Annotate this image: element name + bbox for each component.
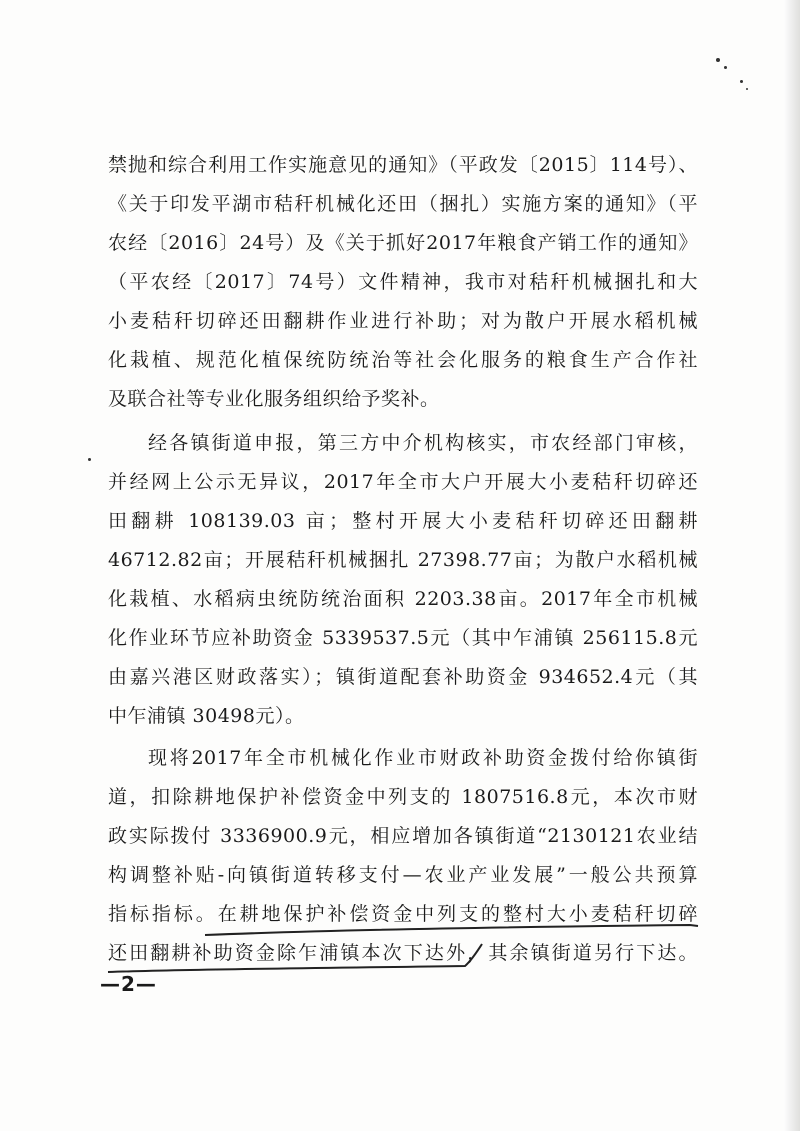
text-line: 化栽植、水稻病虫统防统治面积 2203.38亩。2017年全市机械 — [108, 588, 698, 610]
text-line: 现将2017年全市机械化作业市财政补助资金拨付给你镇街 — [148, 747, 698, 769]
text-line: 构调整补贴-向镇街道转移支付—农业产业发展”一般公共预算 — [108, 864, 698, 886]
page-number: —2— — [100, 972, 157, 996]
scan-speck — [88, 458, 91, 461]
text-line: 及联合社等专业化服务组织给予奖补。 — [108, 388, 440, 410]
text-line: 指标指标。在耕地保护补偿资金中列支的整村大小麦秸秆切碎 — [108, 903, 698, 925]
text-line: 并经网上公示无异议，2017年全市大户开展大小麦秸秆切碎还 — [108, 471, 698, 493]
text-line: 道，扣除耕地保护补偿资金中列支的 1807516.8元，本次市财 — [108, 786, 698, 808]
text-line: 还田翻耕补助资金除乍浦镇本次下达外，其余镇街道另行下达。 — [108, 942, 698, 964]
text-line: 政实际拨付 3336900.9元，相应增加各镇街道“2130121农业结 — [108, 825, 698, 847]
text-line: 中乍浦镇 30498元）。 — [108, 705, 305, 727]
scan-speck — [716, 58, 720, 62]
text-line: 46712.82亩；开展秸秆机械捆扎 27398.77亩；为散户水稻机械 — [108, 549, 698, 571]
text-line: 禁抛和综合利用工作实施意见的通知》（平政发〔2015〕114号）、 — [108, 154, 698, 176]
text-line: 化作业环节应补助资金 5339537.5元（其中乍浦镇 256115.8元 — [108, 627, 698, 649]
scan-speck — [746, 88, 748, 90]
scan-speck — [724, 66, 727, 69]
text-line: 田翻耕 108139.03 亩；整村开展大小麦秸秆切碎还田翻耕 — [108, 510, 698, 532]
scan-speck — [740, 80, 743, 83]
text-line: 小麦秸秆切碎还田翻耕作业进行补助；对为散户开展水稻机械 — [108, 310, 698, 332]
text-line: 《关于印发平湖市秸秆机械化还田（捆扎）实施方案的通知》（平 — [108, 193, 698, 215]
text-line: 经各镇街道申报，第三方中介机构核实，市农经部门审核， — [148, 432, 698, 454]
text-line: 由嘉兴港区财政落实）；镇街道配套补助资金 934652.4元（其 — [108, 666, 698, 688]
text-line: 化栽植、规范化植保统防统治等社会化服务的粮食生产合作社 — [108, 349, 698, 371]
text-line: （平农经〔2017〕74号）文件精神，我市对秸秆机械捆扎和大 — [108, 271, 698, 293]
text-line: 农经〔2016〕24号）及《关于抓好2017年粮食产销工作的通知》 — [108, 232, 698, 254]
page-edge-shadow — [784, 0, 800, 1131]
